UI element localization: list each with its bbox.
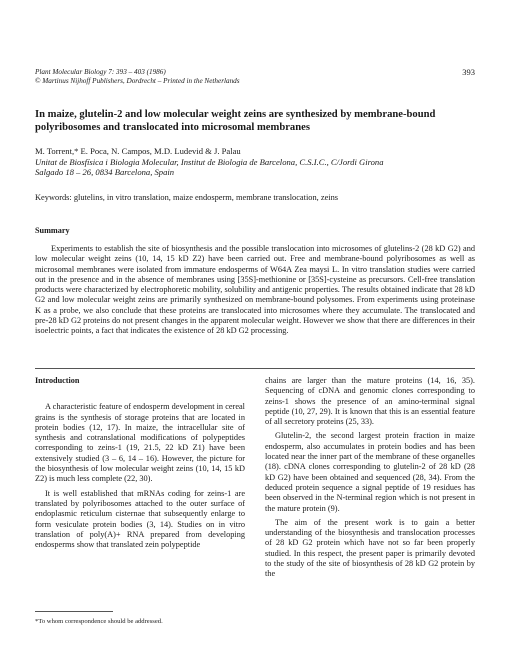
summary-heading: Summary [35,226,70,235]
introduction-heading: Introduction [35,376,80,385]
intro-paragraph: The aim of the present work is to gain a better understanding of the biosynthesis and translocation processes of 28 kD G2 protein which have not so far been properly studied. In this respect, the present paper is primarily devoted to the study of the site of biosynthesis of 28 kD G2 protein by the [265,517,475,579]
intro-paragraph: chains are larger than the mature proteins (14, 16, 35). Sequencing of cDNA and genomic clones corresponding to zeins-1 shows the presence of an amino-terminal signal peptide (10, 27, 29). It is known that this is an essential feature of all secretory proteins (25, 33). [265,376,475,427]
summary-text: Experiments to establish the site of biosynthesis and the possible translocation into microsomes of glutelins-2 (28 kD G2) and low molecular weight zeins (10, 14, 15 kD Z2) have been carried out. Free and membrane-bound polyribosomes as well as microsomal membranes were isolated from immature endosperms of W64A Zea maysi L. In vitro translation studies were carried out in the presence and in the absence of membranes using [35S]-methionine or [35S]-cysteine as precursors. Cell-free translation products were characterized by electrophoretic mobility, solubility and antigenic properties. The results obtained indicate that 28 kD G2 and low molecular weight zeins are primarily synthesized on membrane-bound polysomes. From experiments using proteinase K as a probe, we also conclude that these proteins are translocated into microsomes where they accumulate. The translocated and pre-28 kD G2 proteins do not present changes in the apparent molecular weight. However we show that there are differences in their isoelectric points, a fact that indicates the existence of 28 kD G2 processing. [35,244,475,336]
right-column [265,376,475,580]
keywords-label: Keywords: [35,193,72,202]
keywords [35,193,475,203]
intro-paragraph: A characteristic feature of endosperm development in cereal grains is the synthesis of storage proteins that are located in protein bodies (12, 17). In maize, the intracellular site of synthesis and cotranslational modifications of polypeptides corresponding to zeins-1 (19, 21.5, 22 kD Z1) have been extensively studied (3 – 6, 14 – 16). However, the picture for the biosynthesis of low molecular weight zeins (10, 14, 15 kD Z2) is much less complete (22, 30). [35,402,245,484]
article-title: In maize, glutelin-2 and low molecular weight zeins are synthesized by membrane-bound polyribosomes and translocated into microsomal membranes [35,109,436,133]
keywords-text: glutelins, in vitro translation, maize endosperm, membrane translocation, zeins [73,193,339,202]
left-column [35,376,245,550]
journal-citation: Plant Molecular Biology 7: 393 – 403 (1986) [35,68,166,76]
footnote-divider [35,611,113,612]
author-block [35,146,475,178]
journal-header [35,68,475,86]
author-list: M. Torrent,* E. Poca, N. Campos, M.D. Ludevid & J. Palau [35,146,241,156]
intro-paragraph: Glutelin-2, the second largest protein fraction in maize endosperm, also accumulates in protein bodies and has been located near the inner part of the membrane of these organelles (18). cDNA clones corresponding to glutelin-2 of 28 kD (28 kD G2) have been obtained and sequenced (28, 34). From the deduced protein sequence a signal peptide of 19 residues has been observed in the N-terminal region which is not present in the mature protein (9). [265,431,475,513]
section-divider [35,368,475,369]
affiliation-line-1: Unitat de Biosfísica i Biologia Molecular, Institut de Biologia de Barcelona, C.S.I.C., C/Jordi Girona [35,156,384,167]
publisher-line: © Martinus Nijhoff Publishers, Dordrecht – Printed in the Netherlands [35,77,240,85]
page-number: 393 [462,67,475,77]
affiliation-line-2: Salgado 18 – 26, 0834 Barcelona, Spain [35,167,175,177]
intro-paragraph: It is well established that mRNAs coding for zeins-1 are translated by polyribosomes attached to the outer surface of endoplasmic reticulum cisternae that subsequently enlarge to form vesiculate protein bodies (3, 14). Studies on in vitro translation of poly(A)+ RNA prepared from developing endosperms show that translated zein polypeptide [35,488,245,550]
footnote: *To whom correspondence should be addressed. [35,618,163,625]
